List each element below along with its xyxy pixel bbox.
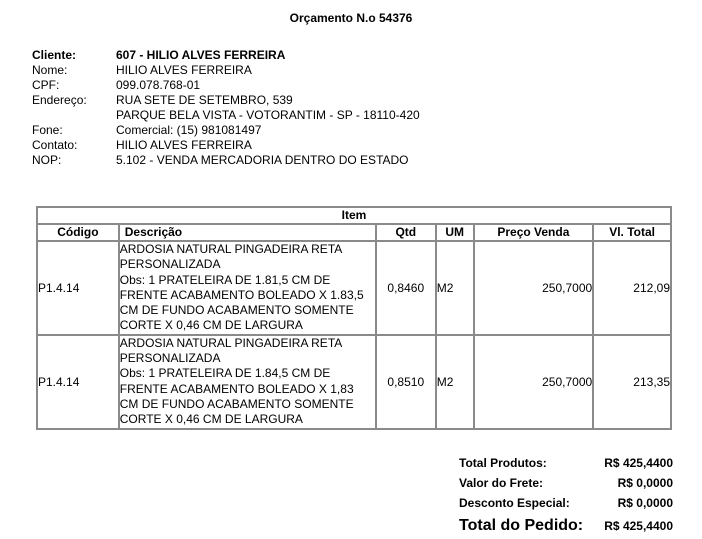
cell-um: M2 (436, 241, 474, 335)
desconto-label: Desconto Especial: (459, 496, 570, 510)
total-pedido-value: R$ 425,4400 (604, 519, 673, 533)
desc-line: PERSONALIZADA (119, 257, 221, 272)
cell-qtd: 0,8460 (376, 241, 436, 335)
address-row-2 (32, 108, 420, 123)
cpf-value: 099.078.768-01 (116, 78, 201, 92)
cell-total: 212,09 (593, 241, 671, 335)
cpf-row (32, 78, 420, 93)
name-label: Nome: (32, 63, 68, 77)
column-header-qtd: Qtd (376, 224, 436, 241)
phone-row (32, 123, 420, 138)
address-value-2: PARQUE BELA VISTA - VOTORANTIM - SP - 18110-420 (116, 108, 420, 122)
address-label: Endereço: (32, 93, 87, 107)
desc-line: Obs: 1 PRATELEIRA DE 1.84,5 CM DE (119, 366, 331, 381)
column-header-um: UM (436, 224, 474, 241)
cell-preco: 250,7000 (474, 335, 594, 429)
cell-qtd: 0,8510 (376, 335, 436, 429)
desconto-value: R$ 0,0000 (617, 496, 673, 510)
desconto-row (459, 493, 673, 513)
column-header-codigo: Código (37, 224, 119, 241)
desc-line: ARDOSIA NATURAL PINGADEIRA RETA (119, 335, 343, 350)
cell-preco: 250,7000 (474, 241, 594, 335)
total-pedido-label: Total do Pedido: (459, 517, 584, 534)
frete-row (459, 473, 673, 493)
document-title: Orçamento N.o 54376 (289, 11, 413, 25)
contact-row (32, 138, 420, 153)
desc-line: CORTE X 0,46 CM DE LARGURA (119, 412, 303, 427)
column-header-descricao: Descrição (119, 224, 376, 241)
column-header-total: Vl. Total (593, 224, 671, 241)
desc-line: FRENTE ACABAMENTO BOLEADO X 1.83,5 (119, 287, 364, 302)
phone-value: Comercial: (15) 981081497 (116, 123, 262, 137)
cell-descricao (119, 241, 376, 335)
items-table (36, 206, 672, 430)
address-row (32, 93, 420, 108)
nop-label: NOP: (32, 153, 62, 167)
desc-line: ARDOSIA NATURAL PINGADEIRA RETA (119, 242, 343, 256)
table-row (37, 241, 671, 335)
client-value: 607 - HILIO ALVES FERREIRA (116, 48, 286, 62)
cell-um: M2 (436, 335, 474, 429)
frete-value: R$ 0,0000 (617, 476, 673, 490)
totals-block (459, 453, 673, 539)
cell-codigo: P1.4.14 (37, 241, 119, 335)
total-produtos-row (459, 453, 673, 473)
contact-value: HILIO ALVES FERREIRA (116, 138, 252, 152)
client-row (32, 48, 420, 63)
name-value: HILIO ALVES FERREIRA (116, 63, 252, 77)
client-info (32, 48, 420, 168)
desc-line: Obs: 1 PRATELEIRA DE 1.81,5 CM DE (119, 272, 331, 287)
desc-line: CM DE FUNDO ACABAMENTO SOMENTE (119, 396, 354, 411)
table-row (37, 335, 671, 429)
cpf-label: CPF: (32, 78, 60, 92)
desc-line: FRENTE ACABAMENTO BOLEADO X 1,83 (119, 381, 354, 396)
nop-row (32, 153, 420, 168)
cell-descricao (119, 335, 376, 429)
item-section-header: Item (37, 207, 671, 224)
client-label: Cliente: (32, 48, 77, 62)
total-produtos-label: Total Produtos: (459, 456, 547, 470)
nop-value: 5.102 - VENDA MERCADORIA DENTRO DO ESTADO (116, 153, 409, 167)
address-value: RUA SETE DE SETEMBRO, 539 (116, 93, 293, 107)
desc-line: CORTE X 0,46 CM DE LARGURA (119, 318, 303, 333)
table-header-row (37, 224, 671, 241)
cell-total: 213,35 (593, 335, 671, 429)
total-pedido-row (459, 513, 673, 539)
total-produtos-value: R$ 425,4400 (604, 456, 673, 470)
cell-codigo: P1.4.14 (37, 335, 119, 429)
phone-label: Fone: (32, 123, 63, 137)
column-header-preco: Preço Venda (474, 224, 594, 241)
desc-line: CM DE FUNDO ACABAMENTO SOMENTE (119, 303, 354, 318)
name-row (32, 63, 420, 78)
desc-line: PERSONALIZADA (119, 351, 221, 366)
contact-label: Contato: (32, 138, 78, 152)
frete-label: Valor do Frete: (459, 476, 544, 490)
